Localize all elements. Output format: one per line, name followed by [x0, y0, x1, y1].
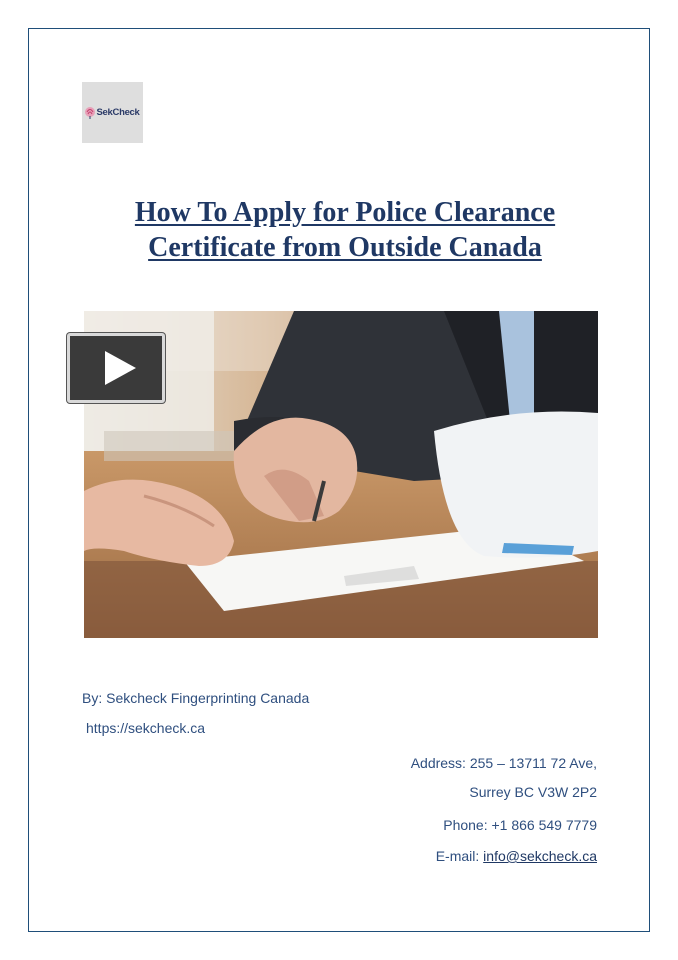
phone-line: Phone: +1 866 549 7779 [443, 817, 597, 833]
play-button[interactable] [67, 333, 165, 403]
company-logo [82, 82, 143, 143]
email-line [436, 848, 597, 864]
address-line-1: Address: 255 – 13711 72 Ave, [410, 755, 597, 771]
email-link[interactable]: info@sekcheck.ca [483, 848, 597, 864]
title-line-2: Certificate from Outside Canada [148, 232, 542, 263]
author-line: By: Sekcheck Fingerprinting Canada [82, 690, 310, 706]
website-url[interactable]: https://sekcheck.ca [86, 720, 206, 736]
play-icon [105, 351, 136, 385]
title-line-1: How To Apply for Police Clearance [134, 197, 556, 228]
fingerprint-logo-icon [84, 106, 96, 120]
logo-text: SekCheck [96, 107, 140, 118]
page-title [90, 195, 600, 265]
address-line-2: Surrey BC V3W 2P2 [469, 784, 597, 800]
email-label: E-mail: [435, 848, 484, 864]
